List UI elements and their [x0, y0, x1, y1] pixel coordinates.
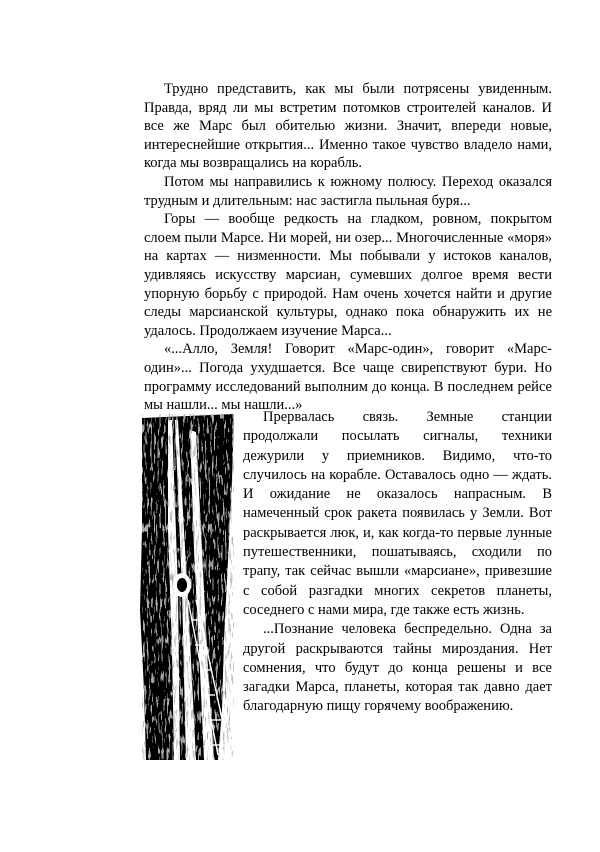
side-text-block — [243, 408, 552, 717]
paragraph: «...Алло, Земля! Говорит «Марс-один», говорит «Марс-один»... Погода ухудшается. Все чаще свирепствуют бури. Но программу исследований выполним до конца. В последнем рейсе мы нашли... мы нашли...» — [144, 341, 552, 414]
paragraph: Прервалась связь. Земные станции продолжали посылать сигналы, техники дежурили у приемников. Видимо, что-то случилось на корабле. Оставалось одно — ждать. И ожидание не оказалось напрасным. В намеченный срок ракета появилась у Земли. Вот раскрывается люк, и, как когда-то первые лунные путешественники, пошатываясь, сходили по трапу, так сейчас вышли «марсиане», привезшие с собой разгадки многих секретов планеты, соседнего с нами мира, где также есть жизнь. — [243, 409, 552, 618]
main-text-block — [144, 80, 552, 415]
paragraph: Горы — вообще редкость на гладком, ровном, покрытом слоем пыли Марсе. Ни морей, ни озер... Многочисленные «моря» на картах — низменности. Мы побывали у истоков каналов, удивляясь искусству марсиан, сумевших долгое время вести упорную борьбу с природой. Нам очень хочется найти и другие следы марсианской культуры, однако пока обнаружить их не удалось. Продолжаем изучение Марса... — [144, 211, 552, 339]
paragraph: Потом мы направились к южному полюсу. Переход оказался трудным и длительным: нас застигла пыльная буря... — [144, 173, 552, 209]
paragraph: Трудно представить, как мы были потрясены увиденным. Правда, вряд ли мы встретим потомков строителей каналов. И все же Марс был обителью жизни. Значит, впереди новые, интереснейшие открытия... Именно такое чувство владело нами, когда мы возвращались на корабль. — [144, 81, 552, 172]
rocket-illustration — [138, 410, 236, 762]
paragraph: ...Познание человека беспредельно. Одна за другой раскрываются тайны мироздания. Нет сомнения, что будут до конца решены и все загадки Марса, планеты, которая так давно дает благодарную пищу горячему воображению. — [243, 621, 552, 715]
